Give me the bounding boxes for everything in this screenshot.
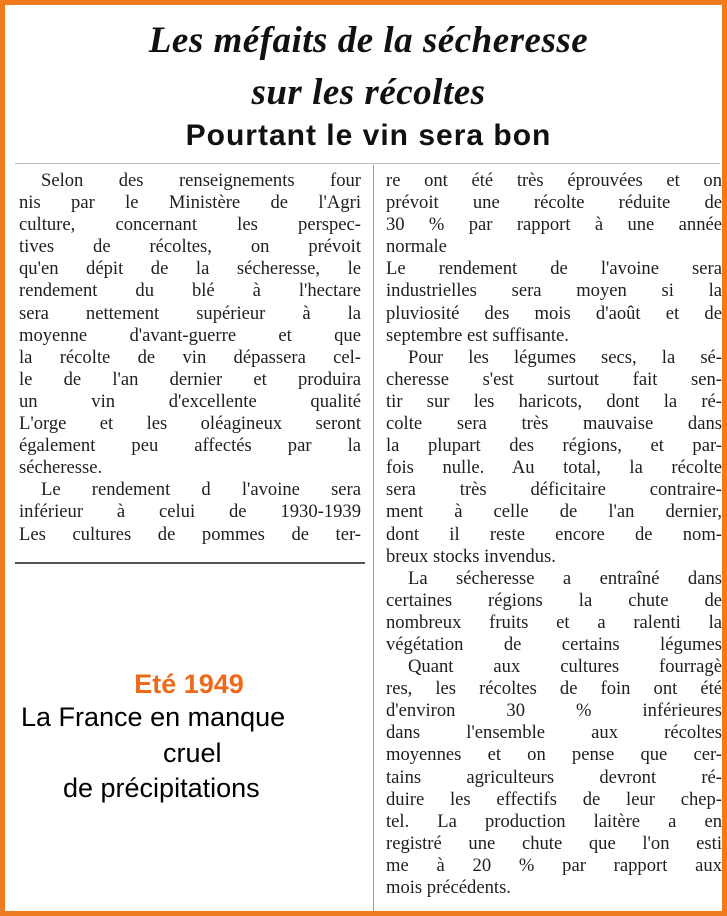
- article-text-line: me à 20 % par rapport aux: [386, 854, 722, 876]
- caption-year: Eté 1949: [134, 669, 244, 699]
- article-text-line: industrielles sera moyen si la: [386, 280, 722, 302]
- article-text-line: Le rendement d l'avoine sera: [41, 479, 361, 501]
- article-text-line: Pour les légumes secs, la sé-: [408, 346, 722, 368]
- article-text-line: moyennes et on pense que cer-: [386, 744, 722, 766]
- article-text-line: res, les récoltes de foin ont été: [386, 678, 722, 700]
- article-text-line: sera très déficitaire contraire-: [386, 479, 722, 501]
- article-text-line: qu'en dépit de la sécheresse, le: [19, 258, 361, 280]
- caption-line2: cruel: [163, 738, 222, 768]
- article-text-line: tel. La production laitère a en: [386, 810, 722, 832]
- article-text-line: duire les effectifs de leur chep-: [386, 788, 722, 810]
- article-text-line: Les cultures de pommes de ter-: [19, 523, 361, 545]
- article-text-line: inférieur à celui de 1930-1939: [19, 501, 361, 523]
- article-text-line: le de l'an dernier et produira: [19, 368, 361, 390]
- article-text-line: Selon des renseignements four: [41, 170, 361, 191]
- article-text-line: rendement du blé à l'hectare: [19, 280, 361, 302]
- article-text-line: d'environ 30 % inférieures: [386, 700, 722, 722]
- article-right-column: [386, 170, 722, 899]
- article-text-line: 30 % par rapport à une année: [386, 214, 722, 236]
- column-divider: [373, 165, 374, 913]
- article-text-line: culture, concernant les perspec-: [19, 214, 361, 236]
- article-text-line: nis par le Ministère de l'Agri: [19, 192, 361, 214]
- article-text-line: nombreux fruits et a ralenti la: [386, 611, 722, 633]
- caption-line3: de précipitations: [63, 773, 260, 803]
- article-text-line: normale: [386, 236, 447, 258]
- article-text-line: dont il reste encore de nom-: [386, 523, 722, 545]
- article-text-line: tives de récoltes, on prévoit: [19, 236, 361, 258]
- article-text-line: ment à celle de l'an dernier,: [386, 501, 722, 523]
- article-text-line: mois précédents.: [386, 877, 511, 898]
- article-text-line: re ont été très éprouvées et on: [386, 170, 722, 191]
- article-text-line: moyenne d'avant-guerre et que: [19, 324, 361, 346]
- article-text-line: L'orge et les oléagineux seront: [19, 413, 361, 435]
- left-column-end-rule: [15, 562, 365, 564]
- article-title-line2: sur les récoltes: [251, 72, 486, 113]
- article-text-line: sera nettement supérieur à la: [19, 302, 361, 324]
- article-text-line: sécheresse.: [19, 457, 103, 479]
- article-text-line: tir sur les haricots, dont la ré-: [386, 390, 722, 412]
- article-text-line: pluviosité des mois d'août et de: [386, 302, 722, 324]
- article-subtitle: Pourtant le vin sera bon: [185, 119, 552, 152]
- article-text-line: colte sera très mauvaise dans: [386, 413, 722, 435]
- article-text-line: également peu affectés par la: [19, 435, 361, 457]
- article-text-line: la récolte de vin dépassera cel-: [19, 346, 361, 368]
- article-text-line: tains agriculteurs devront ré-: [386, 766, 722, 788]
- article-text-line: Le rendement de l'avoine sera: [386, 258, 722, 280]
- article-text-line: dans l'ensemble aux récoltes: [386, 722, 722, 744]
- article-text-line: cheresse s'est surtout fait sen-: [386, 368, 722, 390]
- article-title-line1: Les méfaits de la sécheresse: [148, 20, 589, 61]
- article-text-line: breux stocks invendus.: [386, 545, 556, 567]
- article-text-line: fois nulle. Au total, la récolte: [386, 457, 722, 479]
- article-text-line: Quant aux cultures fourragè: [408, 656, 722, 678]
- article-text-line: prévoit une récolte réduite de: [386, 192, 722, 214]
- article-text-line: végétation de certains légumes: [386, 633, 722, 655]
- article-text-line: La sécheresse a entraîné dans: [408, 567, 722, 589]
- article-text-line: la plupart des régions, et par-: [386, 435, 722, 457]
- article-text-line: registré une chute que l'on esti: [386, 832, 722, 854]
- article-left-column: [19, 170, 361, 546]
- article-text-line: certaines régions la chute de: [386, 589, 722, 611]
- header-divider: [15, 163, 720, 164]
- article-text-line: un vin d'excellente qualité: [19, 390, 361, 412]
- article-text-line: septembre est suffisante.: [386, 324, 569, 346]
- caption-line1: La France en manque: [21, 702, 286, 732]
